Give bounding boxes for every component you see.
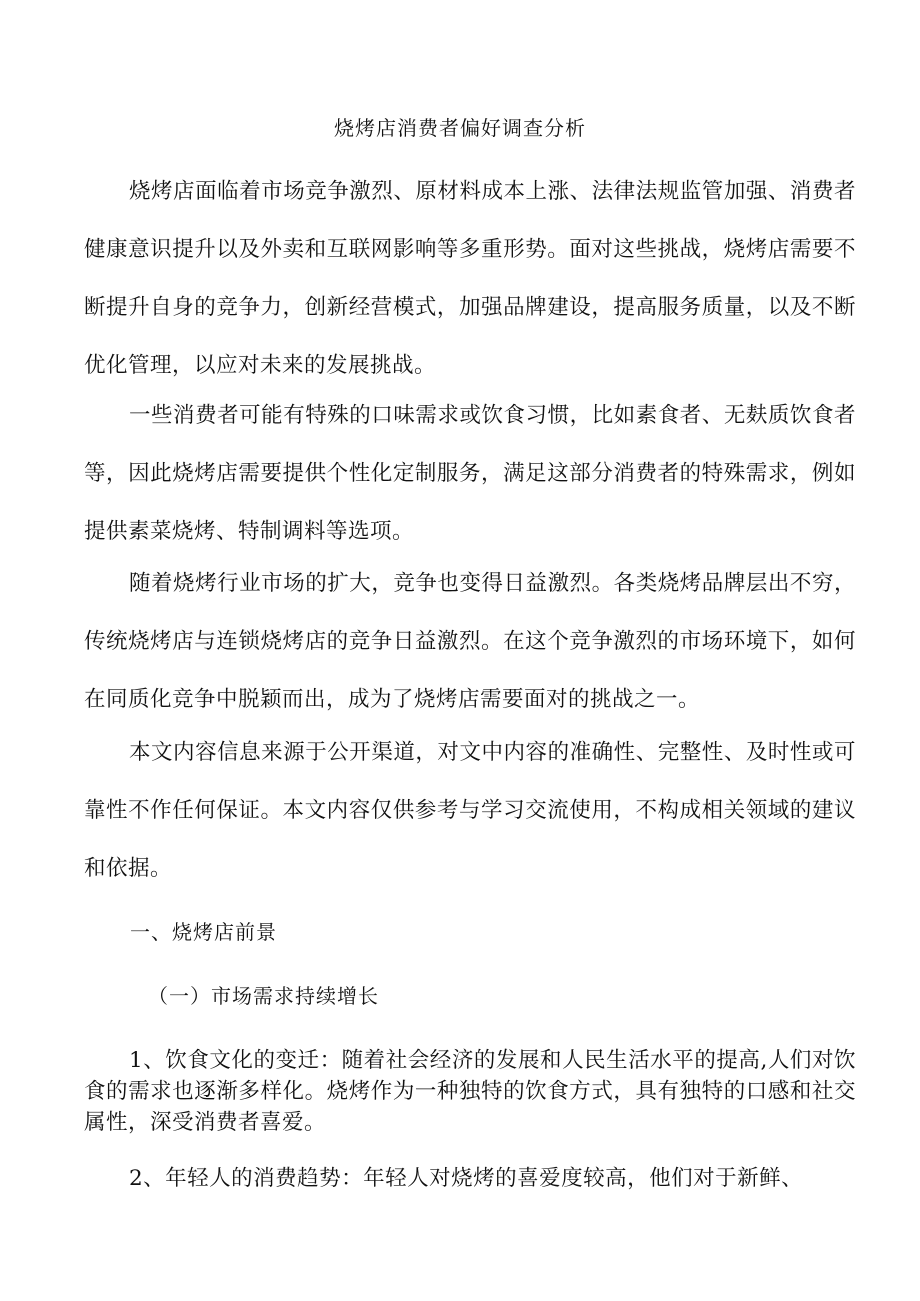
item-paragraph-1: 1、饮食文化的变迁：随着社会经济的发展和人民生活水平的提高,人们对饮食的需求也逐渐多样化。烧烤作为一种独特的饮食方式，具有独特的口感和社交属性，深受消费者喜爱。 <box>84 1048 856 1135</box>
intro-paragraph-1: 烧烤店面临着市场竞争激烈、原材料成本上涨、法律法规监管加强、消费者健康意识提升以及外卖和互联网影响等多重形势。面对这些挑战，烧烤店需要不断提升自身的竞争力，创新经营模式，加强品牌建设，提高服务质量，以及不断优化管理，以应对未来的发展挑战。 <box>84 179 856 378</box>
document-title: 烧烤店消费者偏好调查分析 <box>334 116 586 140</box>
item-paragraph-2: 2、年轻人的消费趋势：年轻人对烧烤的喜爱度较高，他们对于新鲜、 <box>129 1166 804 1191</box>
subsection-heading: （一）市场需求持续增长 <box>148 984 379 1008</box>
section-heading: 一、烧烤店前景 <box>130 920 277 944</box>
intro-paragraph-3: 随着烧烤行业市场的扩大，竞争也变得日益激烈。各类烧烤品牌层出不穷，传统烧烤店与连锁烧烤店的竞争日益激烈。在这个竞争激烈的市场环境下，如何在同质化竞争中脱颖而出，成为了烧烤店需要面对的挑战之一。 <box>84 571 856 712</box>
intro-paragraph-4: 本文内容信息来源于公开渠道，对文中内容的准确性、完整性、及时性或可靠性不作任何保证。本文内容仅供参考与学习交流使用，不构成相关领域的建议和依据。 <box>84 740 856 881</box>
intro-paragraph-2: 一些消费者可能有特殊的口味需求或饮食习惯，比如素食者、无麸质饮食者等，因此烧烤店需要提供个性化定制服务，满足这部分消费者的特殊需求，例如提供素菜烧烤、特制调料等选项。 <box>84 403 856 544</box>
